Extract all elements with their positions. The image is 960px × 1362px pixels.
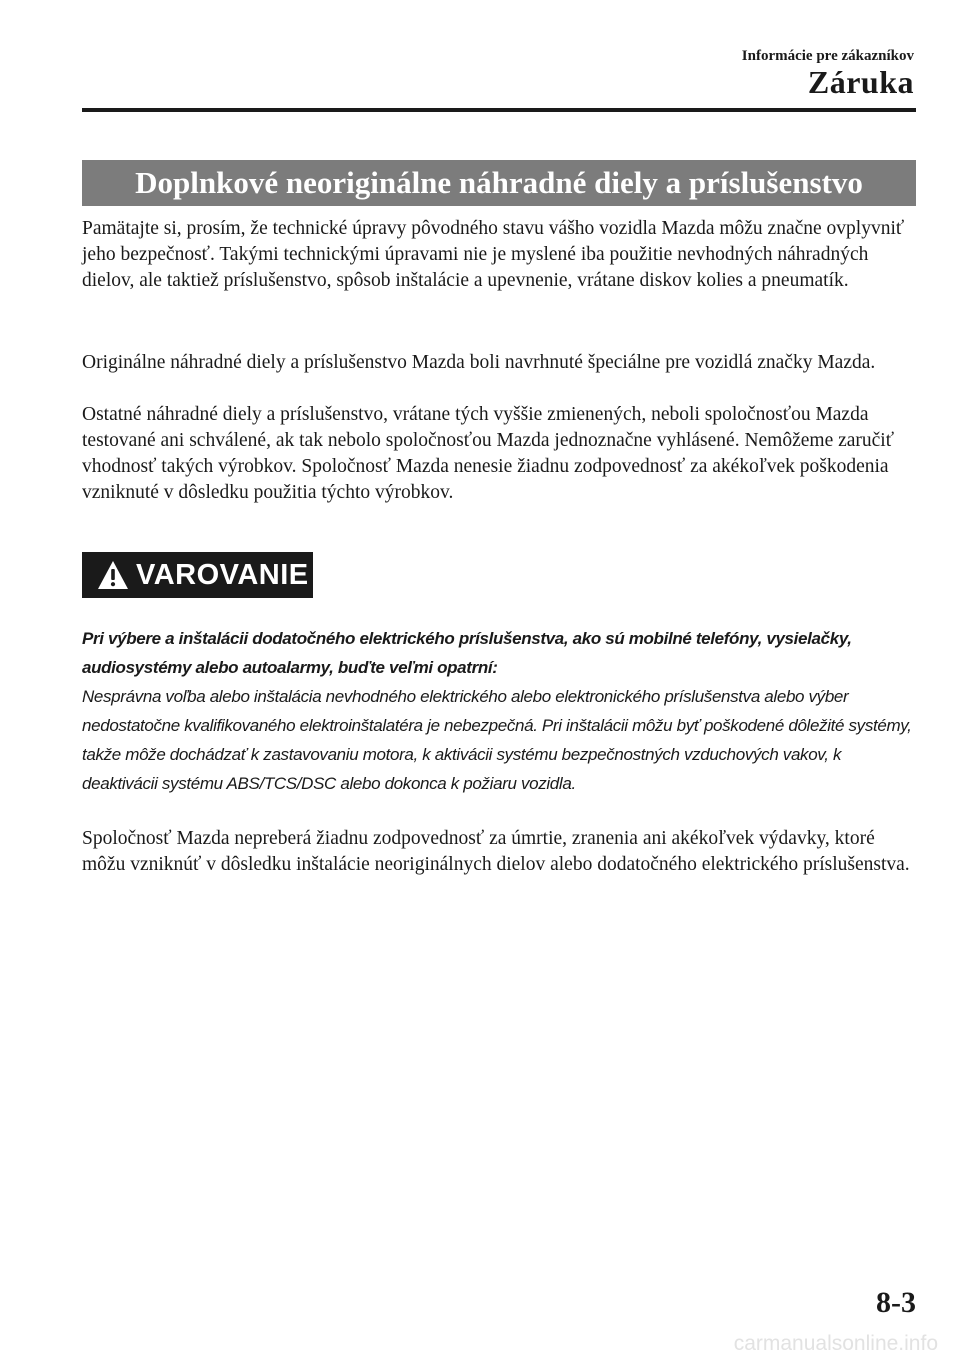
liability-paragraph: Spoločnosť Mazda nepreberá žiadnu zodpovednosť za úmrtie, zranenia ani akékoľvek výdavky, ktoré môžu vzniknúť v dôsledku inštalácie neoriginálnych dielov alebo dodatočného elektrického príslušenstva. <box>82 828 910 875</box>
warning-badge <box>82 552 313 598</box>
chapter-title: Záruka <box>807 64 914 100</box>
section-title: Informácie pre zákazníkov <box>741 48 914 64</box>
warning-label: VAROVANIE <box>136 559 309 591</box>
warning-text <box>82 624 920 798</box>
header-divider <box>82 108 916 112</box>
warning-triangle-icon <box>96 559 130 591</box>
watermark: carmanualsonline.info <box>733 1332 938 1355</box>
other-parts-paragraph: Ostatné náhradné diely a príslušenstvo, vrátane tých vyššie zmienených, neboli spoločnosťou Mazda testované ani schválené, ak tak nebolo spoločnosťou Mazda jednoznačne vyhlásené. Nemôžeme zaručiť vhodnosť takých výrobkov. Spoločnosť Mazda nenesie žiadnu zodpovednosť za akékoľvek poškodenia vzniknuté v dôsledku použitia týchto výrobkov. <box>82 404 895 503</box>
page-number: 8-3 <box>876 1286 916 1319</box>
intro-paragraph: Pamätajte si, prosím, že technické úpravy pôvodného stavu vášho vozidla Mazda môžu značne ovplyvniť jeho bezpečnosť. Takými technickými úpravami nie je myslené iba použitie nevhodných náhradných dielov, ale taktiež príslušenstvo, spôsob inštalácie a upevnenie, vrátane diskov kolies a pneumatík. <box>82 218 905 291</box>
warning-bold-text: Pri výbere a inštalácii dodatočného elektrického príslušenstva, ako sú mobilné telefóny, vysielačky, audiosystémy alebo autoalarmy, buďte veľmi opatrní: <box>82 629 852 677</box>
original-parts-paragraph: Originálne náhradné diely a príslušenstvo Mazda boli navrhnuté špeciálne pre vozidlá značky Mazda. <box>82 352 876 373</box>
warning-body-text: Nesprávna voľba alebo inštalácia nevhodného elektrického alebo elektronického príslušenstva alebo výber nedostatočne kvalifikovaného elektroinštalatéra je nebezpečná. Pri inštalácii môžu byť poškodené dôležité systémy, takže môže dochádzať k zastavovaniu motora, k aktivácii systému bezpečnostných vzduchových vakov, k deaktivácii systému ABS/TCS/DSC alebo dokonca k požiaru vozidla. <box>82 687 912 793</box>
page-title: Doplnkové neoriginálne náhradné diely a príslušenstvo <box>82 160 916 206</box>
